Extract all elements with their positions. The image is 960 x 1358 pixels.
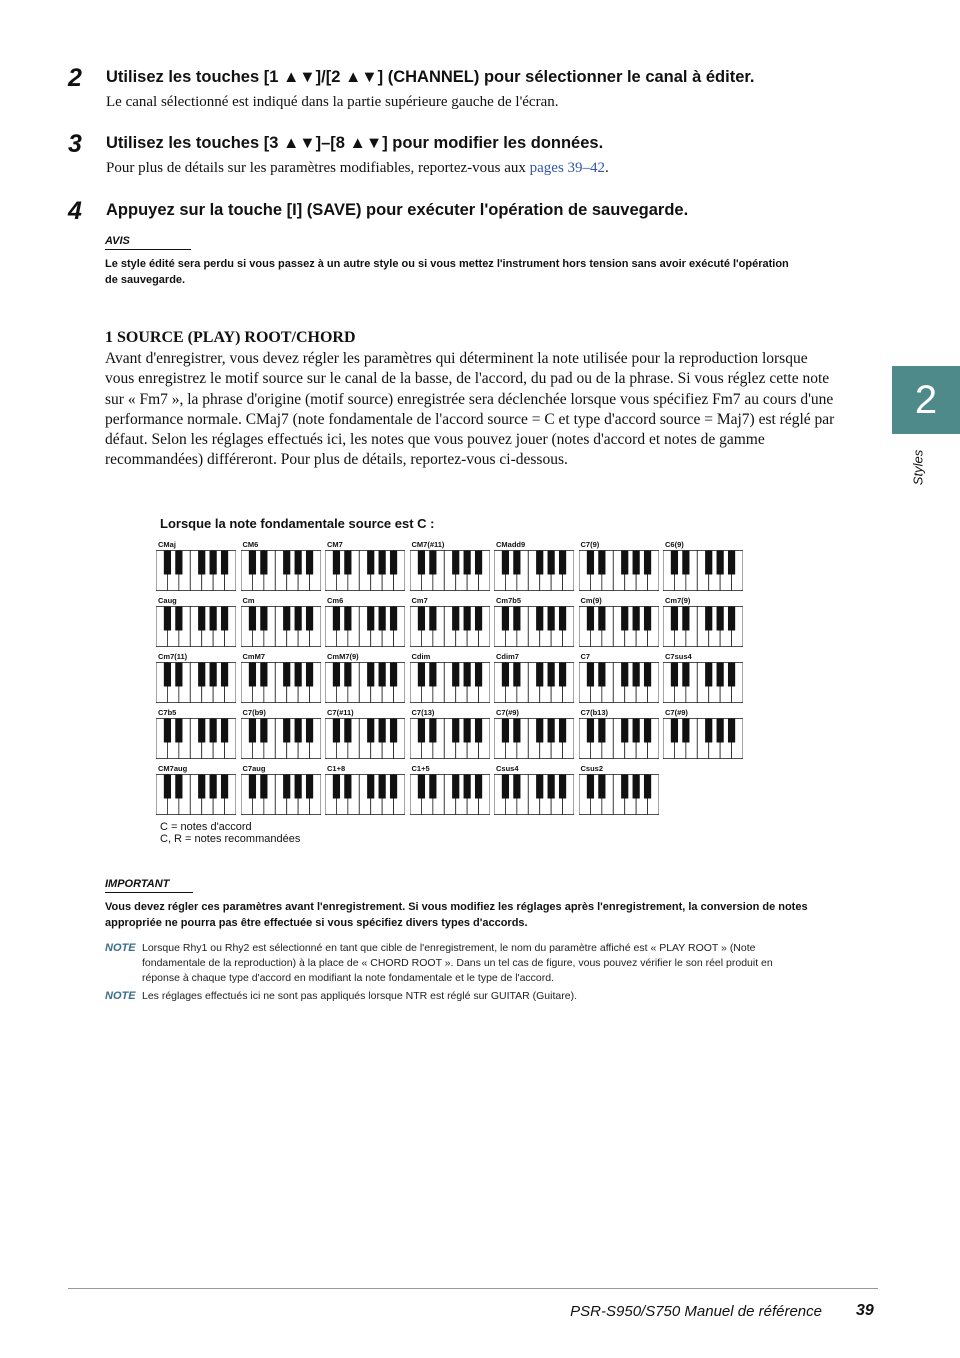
keyboard-icon — [325, 550, 405, 592]
chord-diagram — [663, 708, 743, 760]
chord-name: Cm7b5 — [496, 596, 522, 605]
step-body — [106, 160, 609, 177]
section-title: 1 SOURCE (PLAY) ROOT/CHORD — [105, 329, 356, 346]
pages-link[interactable]: pages 39–42 — [529, 160, 606, 176]
chord-diagram-grid — [156, 540, 756, 820]
keyboard-icon — [579, 662, 659, 704]
chord-name: Cm7 — [411, 596, 428, 605]
chord-diagram — [579, 764, 659, 816]
keyboard-icon — [579, 718, 659, 760]
keyboard-icon — [241, 774, 321, 816]
avis-line: de sauvegarde. — [105, 274, 186, 286]
chapter-label — [906, 440, 930, 500]
chord-name: Cdim7 — [496, 652, 519, 661]
chord-name: CmM7(9) — [327, 652, 359, 661]
chord-name: C7(#11) — [327, 708, 354, 717]
keyboard-icon — [156, 774, 236, 816]
keyboard-icon — [663, 718, 743, 760]
chord-name: C7(#9) — [665, 708, 688, 717]
keyboard-icon — [494, 606, 574, 648]
chord-name: CMaj — [158, 540, 176, 549]
keyboard-icon — [156, 718, 236, 760]
keyboard-icon — [156, 662, 236, 704]
note-text: Les réglages effectués ici ne sont pas appliqués lorsque NTR est réglé sur GUITAR (Guitare). — [142, 990, 577, 1002]
note-tag: NOTE — [105, 990, 136, 1002]
chord-name: CM7aug — [158, 764, 188, 773]
chord-diagram — [156, 708, 236, 760]
legend-chord-notes: C = notes d'accord — [160, 821, 252, 833]
chord-diagram — [241, 764, 321, 816]
chord-name: C7(13) — [411, 708, 435, 717]
chord-name: C6(9) — [665, 540, 684, 549]
chord-name: Cm7(11) — [158, 652, 188, 661]
chord-diagram — [579, 708, 659, 760]
avis-line: Le style édité sera perdu si vous passez à un autre style ou si vous mettez l'instrument hors tension sans avoir exécuté l'opération — [105, 258, 789, 270]
note-tag: NOTE — [105, 942, 136, 954]
chord-name: CmM7 — [242, 652, 266, 661]
chord-name: CMadd9 — [496, 540, 526, 549]
footer-divider — [68, 1288, 878, 1289]
keyboard-icon — [156, 550, 236, 592]
chord-diagram — [241, 596, 321, 648]
chord-diagram — [156, 540, 236, 592]
chord-name: Caug — [158, 596, 177, 605]
chord-diagram — [494, 596, 574, 648]
chord-diagram — [663, 652, 743, 704]
chord-name: Csus2 — [580, 764, 604, 773]
keyboard-icon — [663, 662, 743, 704]
step-title: Utilisez les touches [1 ▲▼]/[2 ▲▼] (CHANNEL) pour sélectionner le canal à éditer. — [106, 68, 755, 86]
chord-diagram — [325, 540, 405, 592]
chord-diagram — [579, 540, 659, 592]
chord-name: Cm — [242, 596, 255, 605]
chord-name: C7sus4 — [665, 652, 692, 661]
keyboard-icon — [325, 662, 405, 704]
chord-diagram — [579, 652, 659, 704]
chord-diagram — [579, 596, 659, 648]
important-line: Vous devez régler ces paramètres avant l'enregistrement. Si vous modifiez les réglages après l'enregistrement, la conversion de notes — [105, 901, 808, 913]
step-number: 3 — [68, 130, 82, 158]
chord-diagram — [410, 596, 490, 648]
page-number: 39 — [856, 1302, 874, 1319]
chord-diagram — [663, 596, 743, 648]
chord-diagram — [325, 708, 405, 760]
chord-name: Cm(9) — [580, 596, 602, 605]
keyboard-icon — [241, 606, 321, 648]
keyboard-icon — [579, 606, 659, 648]
chord-diagram — [410, 652, 490, 704]
note-text: Lorsque Rhy1 ou Rhy2 est sélectionné en tant que cible de l'enregistrement, le nom du paramètre affiché est « PLAY ROOT » (Note fondamentale de la reproduction) à la place de « CHORD ROOT ». Dans un tel cas de figure, vous pouvez vérifier le son réel produit en réponse à chaque type d'accord en modifiant la note fondamentale et le type de l'accord. — [142, 942, 773, 984]
chord-diagram — [325, 652, 405, 704]
chord-name: Cm6 — [327, 596, 344, 605]
keyboard-icon — [494, 774, 574, 816]
step-title: Appuyez sur la touche [I] (SAVE) pour exécuter l'opération de sauvegarde. — [106, 201, 689, 219]
avis-tag: AVIS — [105, 235, 191, 250]
keyboard-icon — [410, 550, 490, 592]
chord-diagram — [241, 652, 321, 704]
chord-name: Csus4 — [496, 764, 519, 773]
keyboard-icon — [494, 718, 574, 760]
step-title: Utilisez les touches [3 ▲▼]–[8 ▲▼] pour modifier les données. — [106, 134, 604, 152]
keyboard-icon — [241, 550, 321, 592]
chord-diagram — [410, 764, 490, 816]
keyboard-icon — [494, 550, 574, 592]
chord-diagram — [494, 652, 574, 704]
important-tag: IMPORTANT — [105, 878, 193, 893]
keyboard-icon — [325, 774, 405, 816]
chord-diagram — [156, 596, 236, 648]
step-number: 2 — [68, 64, 82, 92]
keyboard-icon — [663, 606, 743, 648]
chord-diagram — [663, 540, 743, 592]
chord-diagram — [494, 708, 574, 760]
chord-diagram — [410, 540, 490, 592]
keyboard-icon — [156, 606, 236, 648]
chord-name: C7 — [580, 652, 591, 661]
chord-diagram — [410, 708, 490, 760]
chord-name: CM7 — [327, 540, 343, 549]
important-text — [105, 899, 808, 931]
keyboard-icon — [325, 606, 405, 648]
chord-name: C1+5 — [411, 764, 430, 773]
chord-diagram — [325, 764, 405, 816]
keyboard-icon — [241, 662, 321, 704]
keyboard-icon — [663, 550, 743, 592]
footer-title: PSR-S950/S750 Manuel de référence — [570, 1303, 822, 1320]
keyboard-icon — [579, 550, 659, 592]
step-body: Le canal sélectionné est indiqué dans la partie supérieure gauche de l'écran. — [106, 94, 559, 110]
step-body-text: Pour plus de détails sur les paramètres modifiables, reportez-vous aux — [106, 160, 530, 176]
chord-name: Cm7(9) — [665, 596, 691, 605]
chord-diagram — [494, 540, 574, 592]
chord-name: C7(b9) — [242, 708, 266, 717]
keyboard-icon — [579, 774, 659, 816]
chord-diagram — [241, 540, 321, 592]
keyboard-icon — [241, 718, 321, 760]
keyboard-icon — [410, 774, 490, 816]
legend-recommended-notes: C, R = notes recommandées — [160, 833, 301, 845]
chord-name: C7(9) — [580, 540, 600, 549]
chord-diagram — [156, 764, 236, 816]
chord-name: C7aug — [242, 764, 266, 773]
chord-name: C7(#9) — [496, 708, 519, 717]
step-number: 4 — [68, 197, 82, 225]
chord-name: Cdim — [411, 652, 431, 661]
chord-name: C1+8 — [327, 764, 346, 773]
chord-name: C7b5 — [158, 708, 177, 717]
chord-name: C7(b13) — [580, 708, 609, 717]
chord-diagram — [156, 652, 236, 704]
chord-name: CM6 — [242, 540, 259, 549]
keyboard-icon — [410, 606, 490, 648]
chapter-tab: 2 — [892, 366, 960, 434]
keyboard-icon — [494, 662, 574, 704]
figure-title: Lorsque la note fondamentale source est C : — [160, 516, 435, 531]
keyboard-icon — [325, 718, 405, 760]
chord-diagram — [241, 708, 321, 760]
chord-diagram — [494, 764, 574, 816]
keyboard-icon — [410, 718, 490, 760]
important-line: appropriée ne pourra pas être effectuée si vous spécifiez divers types d'accords. — [105, 917, 528, 929]
chord-name: CM7(#11) — [411, 540, 445, 549]
section-paragraph: Avant d'enregistrer, vous devez régler les paramètres qui déterminent la note utilisée pour la reproduction lorsque vous enregistrez le motif source sur le canal de la basse, de l'accord, du pad ou de la phrase. Si vous réglez cette note sur « Fm7 », la phrase d'origine (motif source) enregistrée sera déclenchée lorsque vous spécifiez Fm7 au cours d'une performance normale. CMaj7 (note fondamentale de l'accord source = C et type d'accord source = Maj7) est réglé par défaut. Selon les réglages effectués ici, les notes que vous pouvez jouer (notes d'accord et notes de gamme recommandées) différeront. Pour plus de détails, reportez-vous ci-dessous. — [105, 350, 835, 469]
step-body-end: . — [605, 160, 609, 176]
chord-diagram — [325, 596, 405, 648]
chapter-label-text: Styles — [910, 449, 926, 486]
avis-text — [105, 256, 789, 288]
keyboard-icon — [410, 662, 490, 704]
